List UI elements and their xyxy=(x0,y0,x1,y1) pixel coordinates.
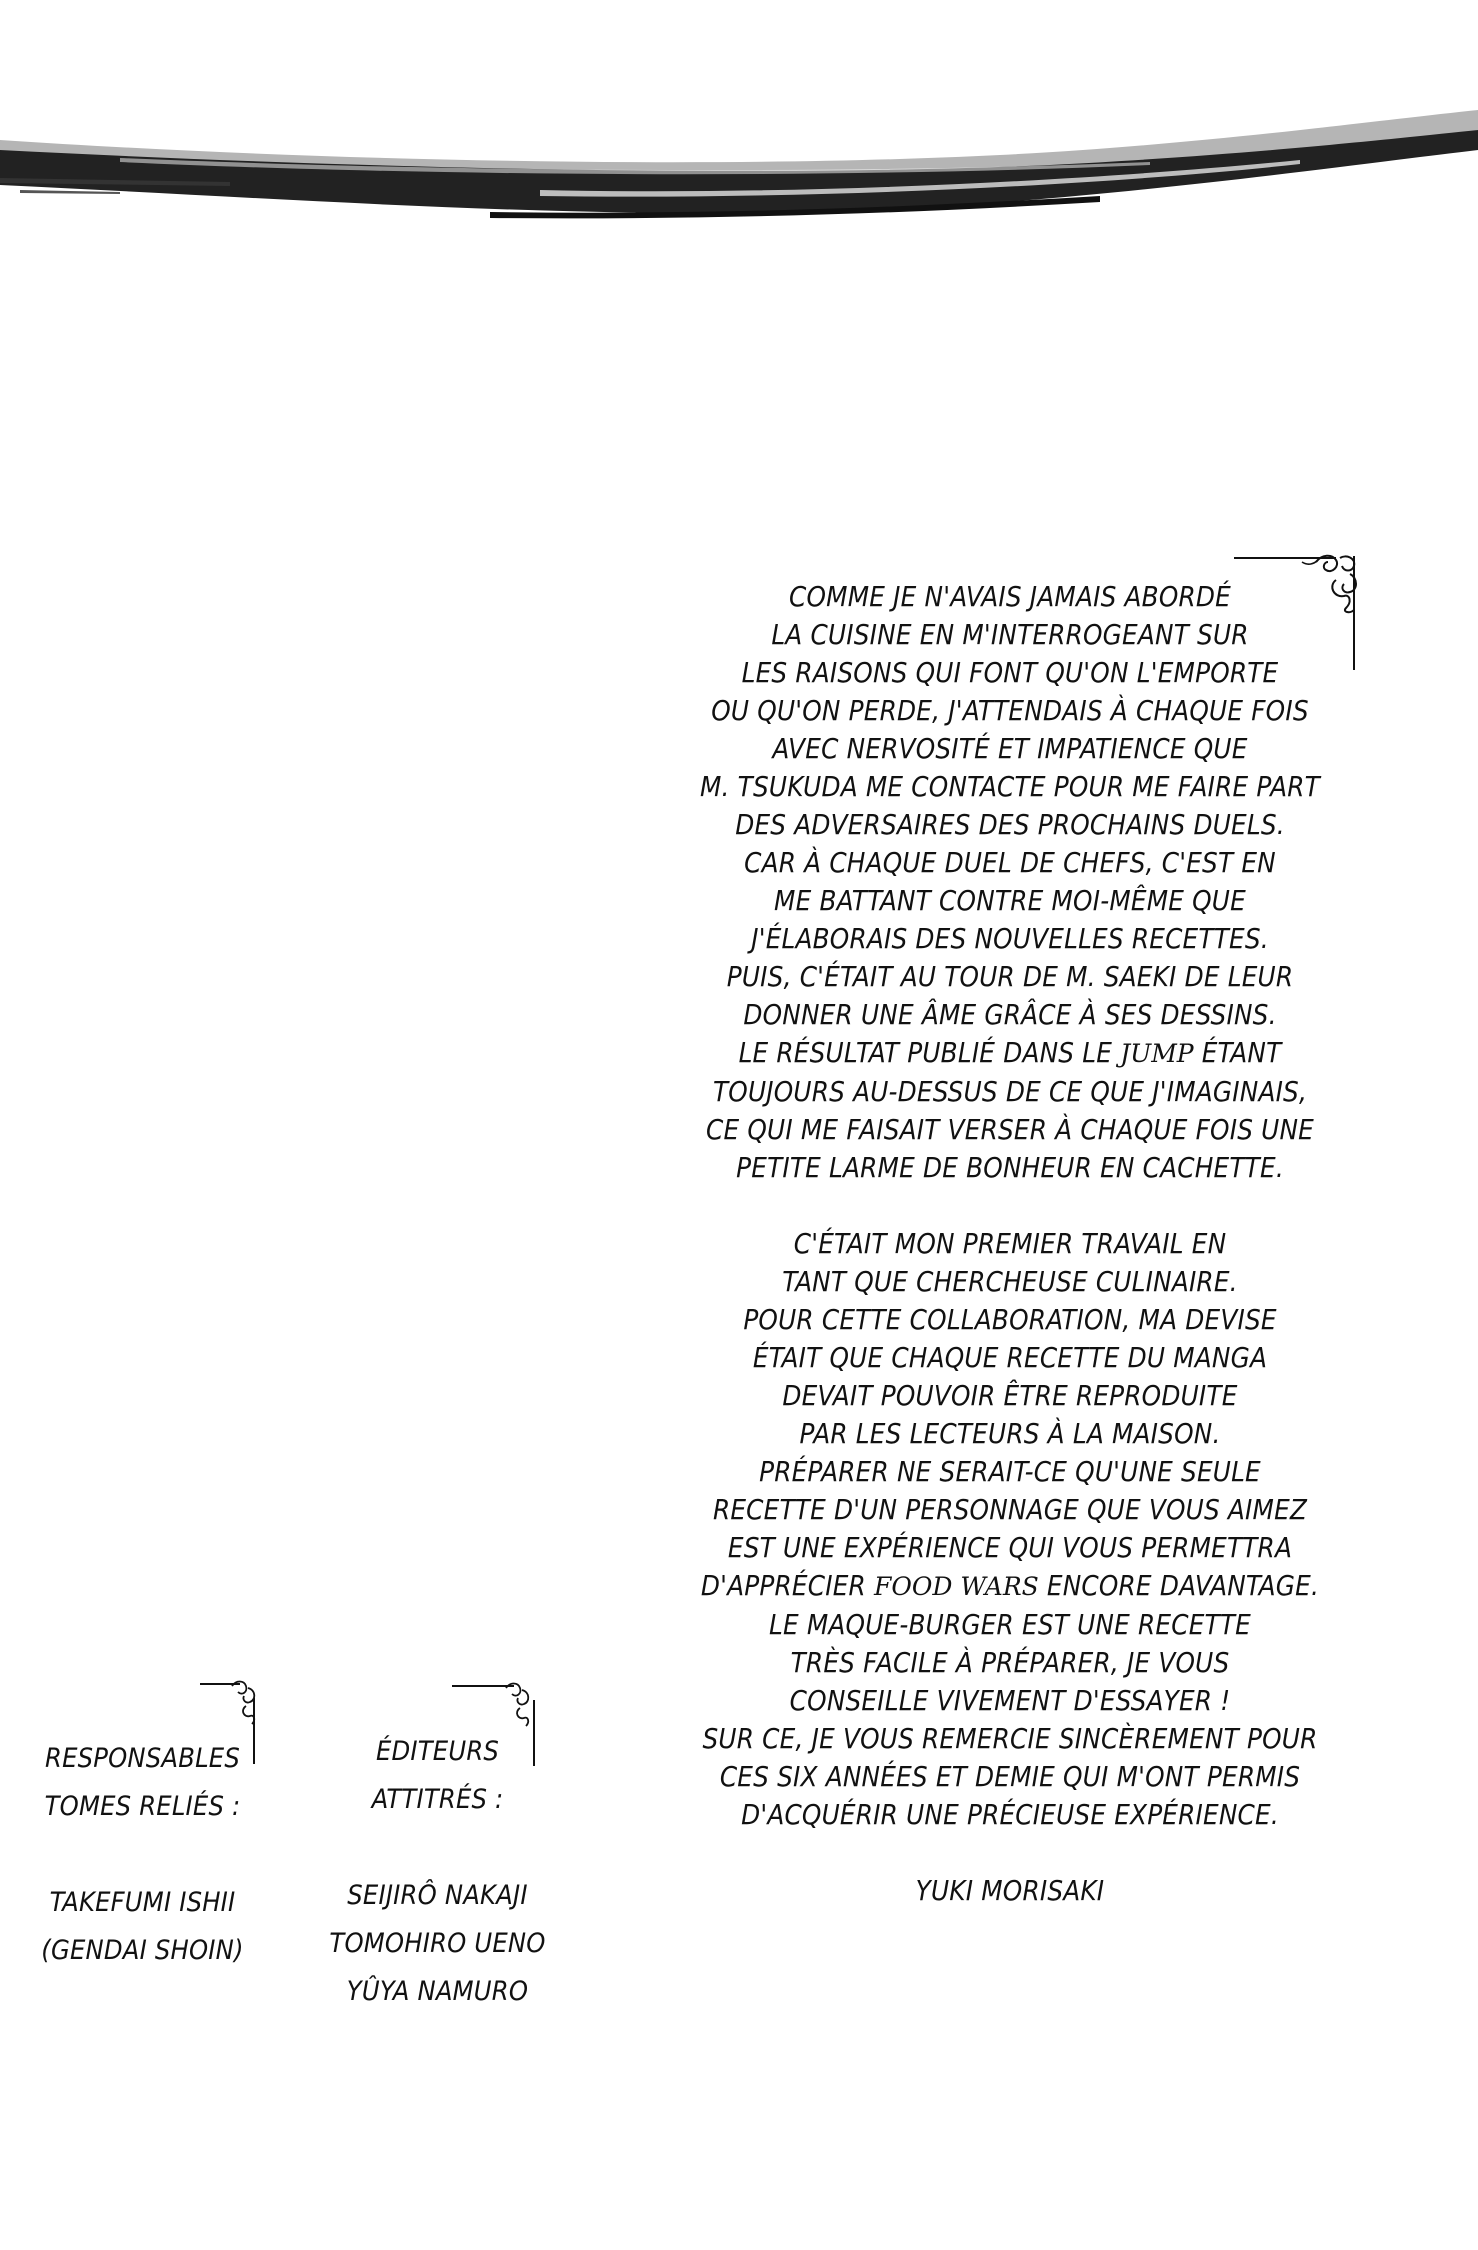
credits-names xyxy=(315,1872,560,2016)
text-line: EST UNE EXPÉRIENCE QUI VOUS PERMETTRA xyxy=(727,1532,1293,1564)
text-line: SUR CE, JE VOUS REMERCIE SINCÈREMENT POUR xyxy=(702,1723,1318,1755)
text-line: CES SIX ANNÉES ET DEMIE QUI M'ONT PERMIS xyxy=(719,1761,1301,1793)
credits-editors xyxy=(315,1728,560,2016)
text-line: J'ÉLABORAIS DES NOUVELLES RECETTES. xyxy=(751,923,1269,955)
text-segment: ÉTANT xyxy=(1201,1037,1282,1069)
afterword-paragraph xyxy=(700,578,1320,1187)
text-line: PRÉPARER NE SERAIT-CE QU'UNE SEULE xyxy=(759,1456,1261,1488)
afterword-paragraph xyxy=(700,1225,1320,1834)
credits-name: TOMOHIRO UENO xyxy=(329,1928,546,1959)
credits-heading-line: RESPONSABLES xyxy=(45,1743,240,1774)
text-line: PUIS, C'ÉTAIT AU TOUR DE M. SAEKI DE LEUR xyxy=(726,961,1294,993)
credits-bound-volumes xyxy=(30,1735,255,1975)
credits-names xyxy=(30,1879,255,1975)
credits-heading-line: TOMES RELIÉS : xyxy=(44,1791,241,1822)
publication-title: JUMP xyxy=(1120,1039,1194,1068)
text-line: D'ACQUÉRIR UNE PRÉCIEUSE EXPÉRIENCE. xyxy=(741,1799,1279,1831)
text-segment: D'APPRÉCIER xyxy=(700,1570,866,1602)
text-line: LA CUISINE EN M'INTERROGEANT SUR xyxy=(771,619,1249,651)
credits-heading-line: ATTITRÉS : xyxy=(371,1784,504,1815)
text-line: C'ÉTAIT MON PREMIER TRAVAIL EN xyxy=(793,1228,1227,1260)
text-line: DEVAIT POUVOIR ÊTRE REPRODUITE xyxy=(782,1380,1238,1412)
text-line: PAR LES LECTEURS À LA MAISON. xyxy=(799,1418,1221,1450)
text-line xyxy=(700,1034,1320,1073)
text-line: DES ADVERSAIRES DES PROCHAINS DUELS. xyxy=(735,809,1285,841)
text-line: AVEC NERVOSITÉ ET IMPATIENCE QUE xyxy=(772,733,1248,765)
credits-heading xyxy=(315,1728,560,1824)
text-segment: LE RÉSULTAT PUBLIÉ DANS LE xyxy=(738,1037,1113,1069)
author-name: YUKI MORISAKI xyxy=(915,1875,1105,1907)
text-line: TRÈS FACILE À PRÉPARER, JE VOUS xyxy=(790,1647,1230,1679)
text-line: RECETTE D'UN PERSONNAGE QUE VOUS AIMEZ xyxy=(712,1494,1308,1526)
credits-name: YÛYA NAMURO xyxy=(346,1976,529,2007)
credits-name: TAKEFUMI ISHII xyxy=(49,1887,236,1918)
text-line: ME BATTANT CONTRE MOI-MÊME QUE xyxy=(774,885,1246,917)
publication-title: FOOD WARS xyxy=(874,1572,1039,1601)
credits-heading xyxy=(30,1735,255,1831)
text-line: CE QUI ME FAISAIT VERSER À CHAQUE FOIS UNE xyxy=(705,1114,1315,1146)
text-line: M. TSUKUDA ME CONTACTE POUR ME FAIRE PART xyxy=(700,771,1320,803)
signature xyxy=(700,1872,1320,1910)
text-line: LE MAQUE-BURGER EST UNE RECETTE xyxy=(769,1609,1251,1641)
text-segment: ENCORE DAVANTAGE. xyxy=(1046,1570,1320,1602)
text-line: OU QU'ON PERDE, J'ATTENDAIS À CHAQUE FOIS xyxy=(711,695,1309,727)
text-line: COMME JE N'AVAIS JAMAIS ABORDÉ xyxy=(789,581,1231,613)
text-line xyxy=(700,1567,1320,1606)
text-line: POUR CETTE COLLABORATION, MA DEVISE xyxy=(743,1304,1277,1336)
text-line: CAR À CHAQUE DUEL DE CHEFS, C'EST EN xyxy=(744,847,1276,879)
credits-name: SEIJIRÔ NAKAJI xyxy=(347,1880,528,1911)
text-line: ÉTAIT QUE CHAQUE RECETTE DU MANGA xyxy=(752,1342,1268,1374)
text-line: TOUJOURS AU-DESSUS DE CE QUE J'IMAGINAIS, xyxy=(712,1076,1308,1108)
credits-heading-line: ÉDITEURS xyxy=(375,1736,500,1767)
credits-name: (GENDAI SHOIN) xyxy=(41,1935,244,1966)
text-line: PETITE LARME DE BONHEUR EN CACHETTE. xyxy=(736,1152,1284,1184)
text-line: TANT QUE CHERCHEUSE CULINAIRE. xyxy=(782,1266,1238,1298)
ink-brush-stroke xyxy=(0,0,1478,240)
text-line: CONSEILLE VIVEMENT D'ESSAYER ! xyxy=(789,1685,1231,1717)
afterword-text xyxy=(700,578,1320,1910)
text-line: DONNER UNE ÂME GRÂCE À SES DESSINS. xyxy=(743,999,1277,1031)
text-line: LES RAISONS QUI FONT QU'ON L'EMPORTE xyxy=(741,657,1279,689)
